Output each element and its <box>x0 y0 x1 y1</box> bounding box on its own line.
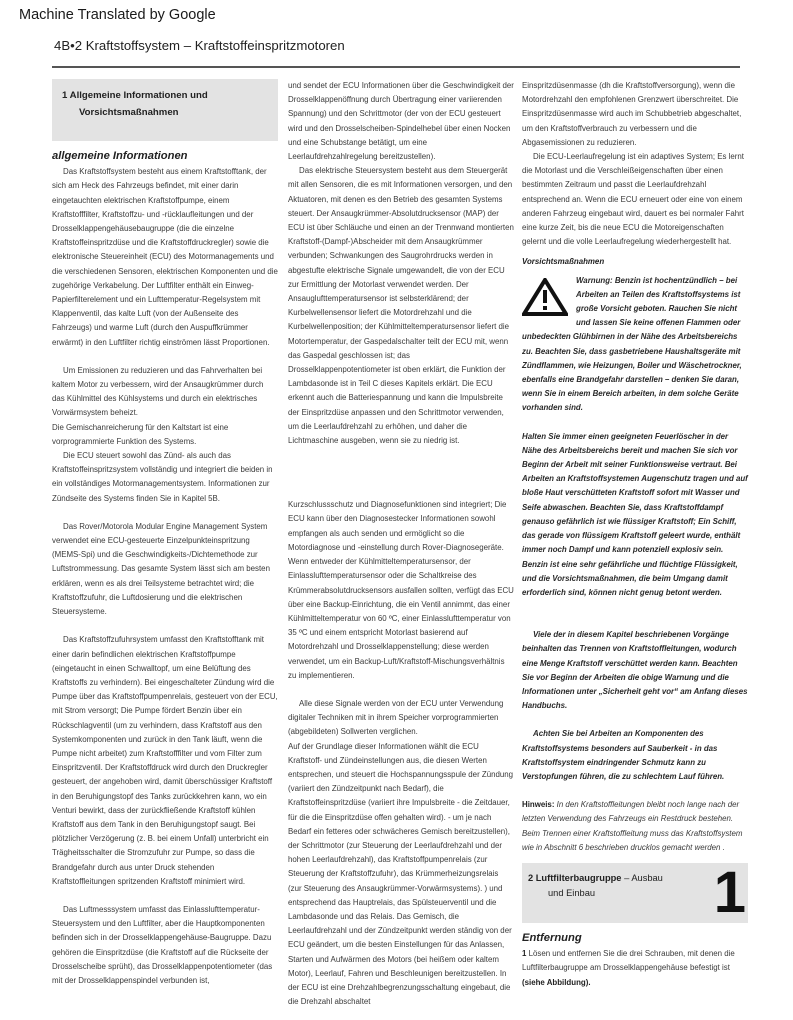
paragraph: und sendet der ECU Informationen über die Geschwindigkeit der Drosselklappenöffnung durch Übertragung einer variierenden Spannung) und den Schrittmotor (der von der ECU gesteuert wird und den Drosselscheiben-Spindelhebel über einen Nocken und eine Schubstange betätigt, um eine Leerlaufdrehzahlregelung bereitzustellen). <box>288 81 514 162</box>
paragraph: Das elektrische Steuersystem besteht aus dem Steuergerät mit allen Sensoren, die es mit Informationen versorgen, und den Aktuatoren, mit denen es den Betrieb des gesamten Systems steuert. Der Ansaugkrümmer-Absolutdrucksensor (MAP) der ECU ist über Schläuche und einen an der Trennwand montierten Kraftstoff-(Dampf-)Abscheider mit dem Ansaugkrümmer verbunden; Schwankungen des Saugrohrdrucks werden in abgestufte elektrische Signale umgewandelt, die von der ECU zur Ermittlung der Motorlast verwendet werden. Der Ansauglufttemperatursensor ist selbsterklärend; der Kurbelwellensensor liefert die Motordrehzahl und die Kurbelwellenposition; der Kühlmitteltemperatursensor liefert die Motortemperatur, der Gaspedalschalter teilt der ECU mit, wenn das Gaspedal geschlossen ist; das Drosselklappenpotentiometer ist oben erklärt, die Funktion der Lambdasonde ist in Teil C dieses Kapitels erklärt. Die ECU erkennt auch die Batteriespannung und kann die Impulsbreite der Einspritzdüse anpassen und den Schrittmotor verwenden, um die Leerlaufdrehzahl zu erhöhen, und daher die Lichtmaschine ausgeben, wenn sie zu niedrig ist. <box>288 166 514 446</box>
note-text: In den Kraftstoffleitungen bleibt noch lange nach der letzten Verwendung des Fahrzeugs ein Restdruck bestehen. Beim Trennen einer Kraftstoffleitung muss das Kraftstoffsystem wie in Abschnitt 6 beschrieben drucklos gemacht werden . <box>522 800 743 852</box>
paragraph: Das Kraftstoffsystem besteht aus einem Kraftstofftank, der sich am Heck des Fahrzeugs befindet, mit einer darin eingetauchten elektrischen Kraftstoffpumpe, einem Kraftstofffilter, Kraftstoffzu- und -rücklaufleitungen und der Drosselklappengehäusebaugruppe (die die einzelne Kraftstoffeinspritzdüse und die Kraftstoffdruckregler) sowie die elektronische Steuereinheit (ECU) des Motormanagements und die verschiedenen Sensoren, elektrischen Komponenten und die zugehörige Verkabelung. Der Luftfilter enthält ein Einweg-Papierfilterelement und ein Lufttemperatur-Regelsystem mit Klappenventil, das kalte Luft (von der Außenseite des Fahrzeugs) und warme Luft (durch den Auspuffkrümmer erwärmt) in den Luftfilter richtig einströmen lässt Proportionen. <box>52 167 278 347</box>
note <box>522 798 748 855</box>
paragraph: Das Luftmesssystem umfasst das Einlasslufttemperatur-Steuersystem und den Luftfilter, aber die Hauptkomponenten befinden sich in der Drosselklappengehäuse-Baugruppe. Dazu gehören die Einspritzdüse (die Kraftstoff auf die Rückseite der Drosselscheibe sprüht), das Drosselklappenpotentiometer (das mit der Drosselklappenspindel verbunden ist, <box>52 904 273 985</box>
see-figure-reference: (siehe Abbildung). <box>522 977 591 987</box>
subheading-precautions: Vorsichtsmaßnahmen <box>522 257 605 267</box>
section-2-title: 2 Luftfilterbaugruppe <box>528 872 622 883</box>
paragraph: Kurzschlussschutz und Diagnosefunktionen sind integriert; Die ECU kann über den Diagnosestecker Informationen sowohl empfangen als auch senden und ermöglicht so die Motordiagnose und -einstellung durch Rover-Diagnosegeräte. Wenn entweder der Kühlmitteltemperatursensor, der Einlasslufttemperatursensor oder die Schaltkreise des Krümmerabsolutdrucksensors ausfallen sollten, verfügt das ECU über eine Backup-Einrichtung, die ein Ventil annimmt, das einer Kühlmitteltemperatur von 60 ºC, einer Einlasslufttemperatur von 35 ºC und einem entspricht Motorlast basierend auf Motordrehzahl und Drosselklappenstellung; diese werden verwendet, um ein Backup-Luft/Kraftstoff-Mischungsverhältnis zu implementieren. <box>288 500 514 680</box>
header-rule <box>52 66 740 68</box>
column-2 <box>288 79 514 1009</box>
paragraph: Die ECU steuert sowohl das Zünd- als auch das Kraftstoffeinspritzsystem vollständig und integriert die beiden in ein vollständiges Motormanagementsystem. Informationen zur Zündseite des Systems finden Sie in Kapitel 5B. <box>52 451 273 503</box>
warning-text: Warnung: Benzin ist hochentzündlich – bei Arbeiten an Teilen des Kraftstoffsystems ist große Vorsicht geboten. Rauchen Sie nicht und lassen Sie keine offenen Flammen oder unbedeckten Glühbirnen in der Nähe des Arbeitsbereichs zu. Beachten Sie, dass gasbetriebene Haushaltsgeräte mit Zündflammen, wie Heizungen, Boiler und Wäschetrockner, ebenfalls eine Brandgefahr darstellen – denken Sie daran, wenn Sie in einem Bereich arbeiten, in dem solche Geräte vorhanden sind. <box>522 275 742 413</box>
paragraph: Um Emissionen zu reduzieren und das Fahrverhalten bei kaltem Motor zu verbessern, wird der Ansaugkrümmer durch das Kühlmittel des Kühlsystems und durch ein elektrisches Vorwärmsystem beheizt. <box>52 365 264 418</box>
paragraph: Auf der Grundlage dieser Informationen wählt die ECU Kraftstoff- und Zündeinstellungen aus, die diesen Werten entsprechen, und steuert die Hochspannungsspule der Zündung (variiert den Zündzeitpunkt nach Bedarf), die Kraftstoffeinspritzdüse (variiert ihre Impulsbreite - die Zeitdauer, für die die Einspritzdüse offen gehalten wird). - um je nach Bedarf ein fetteres oder schwächeres Gemisch bereitzustellen), der Schrittmotor (zur Steuerung der Leerlaufdrehzahl und der hohen Leerlaufdrehzahl), das Kraftstoffpumpenrelais (zur Steuerung der Kraftstoffzufuhr), das Krümmerheizungsrelais (zur Steuerung des Ansaugkrümmer-Vorwärmsystems). ) und entsprechend das Hauptrelais, das Spülsteuerventil und die Lambdasonde und das Relais. Das Gemisch, die Leerlaufdrehzahl und der Zündzeitpunkt werden ständig von der ECU geändert, um die besten Einstellungen für das Anlassen, Starten und Aufwärmen des Motors (bei heißem oder kaltem Motor), Leerlauf, Fahren und Beschleunigen bereitzustellen. In der ECU ist eine Drehzahlbegrenzungsschaltung eingebaut, die die Drehzahl abschaltet <box>288 741 514 1007</box>
section-2-title-line2: und Einbau <box>548 887 596 898</box>
warning-block <box>522 274 748 416</box>
paragraph: Alle diese Signale werden von der ECU unter Verwendung digitaler Techniken mit in ihrem Speicher vorprogrammierten (abgebildeten) Sollwerten verglichen. <box>288 698 504 737</box>
paragraph: Die Gemischanreicherung für den Kaltstart ist eine vorprogrammierte Funktion des Systems. <box>52 422 229 446</box>
column-3 <box>522 79 748 990</box>
subheading-removal: Entfernung <box>522 931 582 944</box>
paragraph: Das Kraftstoffzufuhrsystem umfasst den Kraftstofftank mit einer darin befindlichen elektrischen Kraftstoffpumpe (eingetaucht in einen Schwalltopf, um eine Belüftung des Kraftstoffs zu verhindern). Bei eingeschalteter Zündung wird die Pumpe über das Kraftstoffpumpenrelais, gesteuert von der ECU, mit Strom versorgt; Die Pumpe fördert Benzin über ein Rückschlagventil (um zu verhindern, dass Kraftstoff aus den Systemkomponenten und zurück in den Tank läuft, wenn die Pumpe nicht arbeitet) zum Kraftstofffilter und vom Filter zum Einspritzventil. Der Kraftstoffdruck wird durch den Druckregler gesteuert, der angehoben wird, damit überschüssiger Kraftstoff in den Beruhigungstopf des Tanks zurückkehren kann, wo ein Venturi bewirkt, dass der zurückfließende Kraftstoff kühlen Kraftstoff aus dem Tank in den Beruhigungstopf saugt. Bei plötzlicher Verzögerung (z. B. bei einem Unfall) unterbricht ein Trägheitsschalter die Stromzufuhr zur Pumpe, so dass die Brandgefahr durch aus unter Druck stehenden Kraftstoffleitungen spritzenden Kraftstoff minimiert wird. <box>52 635 278 886</box>
paragraph: Einspritzdüsenmasse (dh die Kraftstoffversorgung), wenn die Motordrehzahl den empfohlenen Grenzwert überschreitet. Die Einspritzdüsenmasse wird auch im Schubbetrieb abgeschaltet, um den Kraftstoffverbrauch zu verbessern und die Abgasemissionen zu reduzieren. <box>522 81 742 147</box>
paragraph: Die ECU-Leerlaufregelung ist ein adaptives System; Es lernt die Motorlast und die Verschleißeigenschaften über einen bestimmten Zeitraum und passt die Leerlaufdrehzahl entsprechend an. Wenn die ECU erneuert oder eine von einem anderen Fahrzeug eingebaut wird, dauert es bei normaler Fahrt eine kurze Zeit, bis die neue ECU die Motoreigenschaften gelernt und die volle Leerlaufregelung wiederhergestellt hat. <box>522 152 744 247</box>
paragraph: Das Rover/Motorola Modular Engine Management System verwendet eine ECU-gesteuerte Einzelpunkteinspritzung (MEMS-Spi) und die Geschwindigkeits-/Dichtemethode zur Luftstrommessung. Das gesamte System lässt sich am besten erklären, wenn es als drei Teilsysteme betrachtet wird; die Kraftstoffzufuhr, die Luftdosierung und die elektrischen Steuersysteme. <box>52 521 270 617</box>
paragraph: Achten Sie bei Arbeiten an Komponenten des Kraftstoffsystems besonders auf Sauberkeit - in das Kraftstoffsystem eindringender Schmutz kann zu Verstopfungen führen, die zu schlechtem Lauf führen. <box>522 729 725 781</box>
step-1 <box>522 947 748 990</box>
section-1-title-line2: Vorsichtsmaßnahmen <box>79 107 179 118</box>
column-1 <box>52 79 278 988</box>
subheading-general-info: allgemeine Informationen <box>52 150 188 162</box>
machine-translated-banner: Machine Translated by Google <box>19 7 216 23</box>
note-label: Hinweis: <box>522 800 555 810</box>
paragraph: Viele der in diesem Kapitel beschriebenen Vorgänge beinhalten das Trennen von Kraftstoffleitungen, wodurch eine Menge Kraftstoff verschüttet werden kann. Beachten Sie vor Beginn der Arbeiten die obige Warnung und die Informationen unter „Sicherheit geht vor“ am Anfang dieses Handbuchs. <box>522 630 748 711</box>
step-number: 1 <box>522 949 527 959</box>
section-1-heading-box <box>52 79 278 141</box>
section-2-heading-box <box>522 859 748 925</box>
step-text: Lösen und entfernen Sie die drei Schrauben, mit denen die Luftfilterbaugruppe am Drosselklappengehäuse befestigt ist <box>522 949 735 973</box>
paragraph: Halten Sie immer einen geeigneten Feuerlöscher in der Nähe des Arbeitsbereichs bereit und machen Sie sich vor Beginn der Arbeit mit seiner Funktionsweise vertraut. Bei Arbeiten an Kraftstoffsystemen Augenschutz tragen und auf bloße Haut verschütteten Kraftstoff sofort mit Wasser und Seife abwaschen. Beachten Sie, dass Kraftstoffdampf genauso gefährlich ist wie flüssiger Kraftstoff; Ein Schiff, das gerade von flüssigem Kraftstoff geleert wurde, enthält immer noch Dampf und kann potenziell explosiv sein. Benzin ist eine sehr gefährliche und flüchtige Flüssigkeit, und die Vorsichtsmaßnahmen, die beim Umgang damit erforderlich sind, können nicht genug betont werden. <box>522 431 748 597</box>
warning-triangle-icon <box>522 278 568 316</box>
chapter-number: 1 <box>713 859 746 925</box>
running-head: 4B•2 Kraftstoffsystem – Kraftstoffeinspritzmotoren <box>54 38 345 53</box>
section-1-title: 1 Allgemeine Informationen und <box>62 90 208 101</box>
section-2-title-rest: – Ausbau <box>624 872 663 883</box>
